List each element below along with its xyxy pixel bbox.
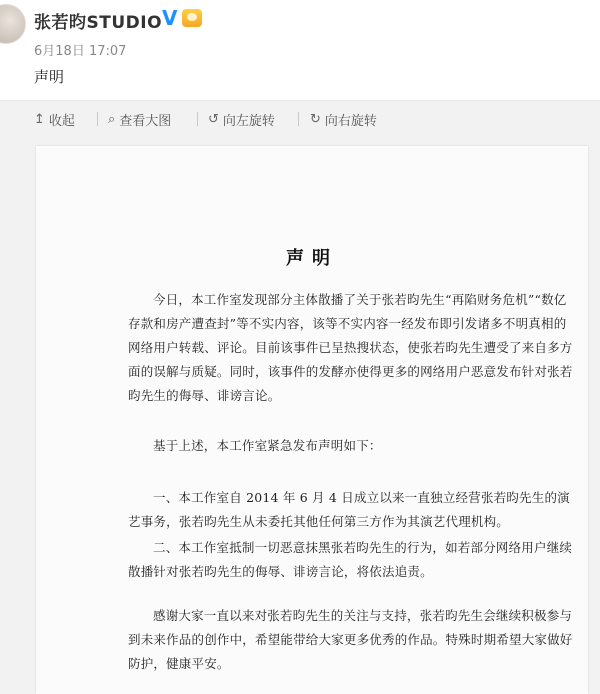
- paragraph-text: 今日，本工作室发现部分主体散播了关于张若昀先生“再陷财务危机”“数亿存款和房产遭查封”等不实内容，该等不实内容一经发布即引发诸多不明真相的网络用户转载、评论。目前该事件已呈热搜状态，使张若昀先生遭受了来自多方面的误解与质疑。同时，该事件的发酵亦使得更多的网络用户恶意发布针对张若昀先生的侮辱、诽谤言论。: [128, 292, 573, 403]
- divider: [97, 112, 98, 126]
- paragraph-2: [128, 434, 574, 458]
- paragraph-text: 基于上述，本工作室紧急发布声明如下：: [153, 438, 382, 453]
- rotate-left-button[interactable]: [208, 110, 275, 129]
- image-toolbar: [0, 100, 600, 138]
- paragraph-4: [128, 536, 574, 584]
- collapse-button[interactable]: [34, 110, 75, 129]
- post-text: 声明: [34, 68, 65, 86]
- post-header: [0, 0, 600, 100]
- paragraph-text: 二、本工作室抵制一切恶意抹黑张若昀先生的行为，如若部分网络用户继续散播针对张若昀先生的侮辱、诽谤言论，将依法追责。: [128, 540, 573, 579]
- document-title: 声明: [286, 248, 338, 269]
- rotate-left-label: 向左旋转: [222, 114, 275, 129]
- divider: [298, 112, 299, 126]
- collapse-label: 收起: [48, 114, 75, 129]
- paragraph-text: 感谢大家一直以来对张若昀先生的关注与支持，张若昀先生会继续积极参与到未来作品的创作中，希望能带给大家更多优秀的作品。特殊时期希望大家做好防护，健康平安。: [128, 608, 573, 671]
- view-large-button[interactable]: [108, 110, 171, 129]
- paragraph-3: [128, 486, 574, 534]
- paragraph-1: [128, 288, 574, 408]
- divider: [197, 112, 198, 126]
- rotate-right-icon: ↻: [310, 112, 321, 127]
- username[interactable]: 张若昀STUDIO: [34, 13, 163, 33]
- statement-document-image[interactable]: [36, 146, 588, 694]
- paragraph-5: [128, 604, 574, 676]
- paragraph-text: 一、本工作室自 2014 年 6 月 4 日成立以来一直独立经营张若昀先生的演艺事务，张若昀先生从未委托其他任何第三方作为其演艺代理机构。: [128, 490, 570, 529]
- collapse-icon: ↥: [34, 112, 45, 127]
- member-badge-icon[interactable]: [182, 9, 202, 27]
- rotate-right-button[interactable]: [310, 110, 377, 129]
- post-timestamp[interactable]: 6月18日 17:07: [34, 44, 127, 59]
- avatar[interactable]: [0, 4, 26, 44]
- verified-icon: V: [162, 6, 178, 30]
- image-viewer: [0, 137, 600, 694]
- view-large-label: 查看大图: [119, 114, 172, 129]
- magnifier-icon: ⌕: [108, 112, 116, 127]
- rotate-left-icon: ↺: [208, 112, 219, 127]
- rotate-right-label: 向右旋转: [324, 114, 377, 129]
